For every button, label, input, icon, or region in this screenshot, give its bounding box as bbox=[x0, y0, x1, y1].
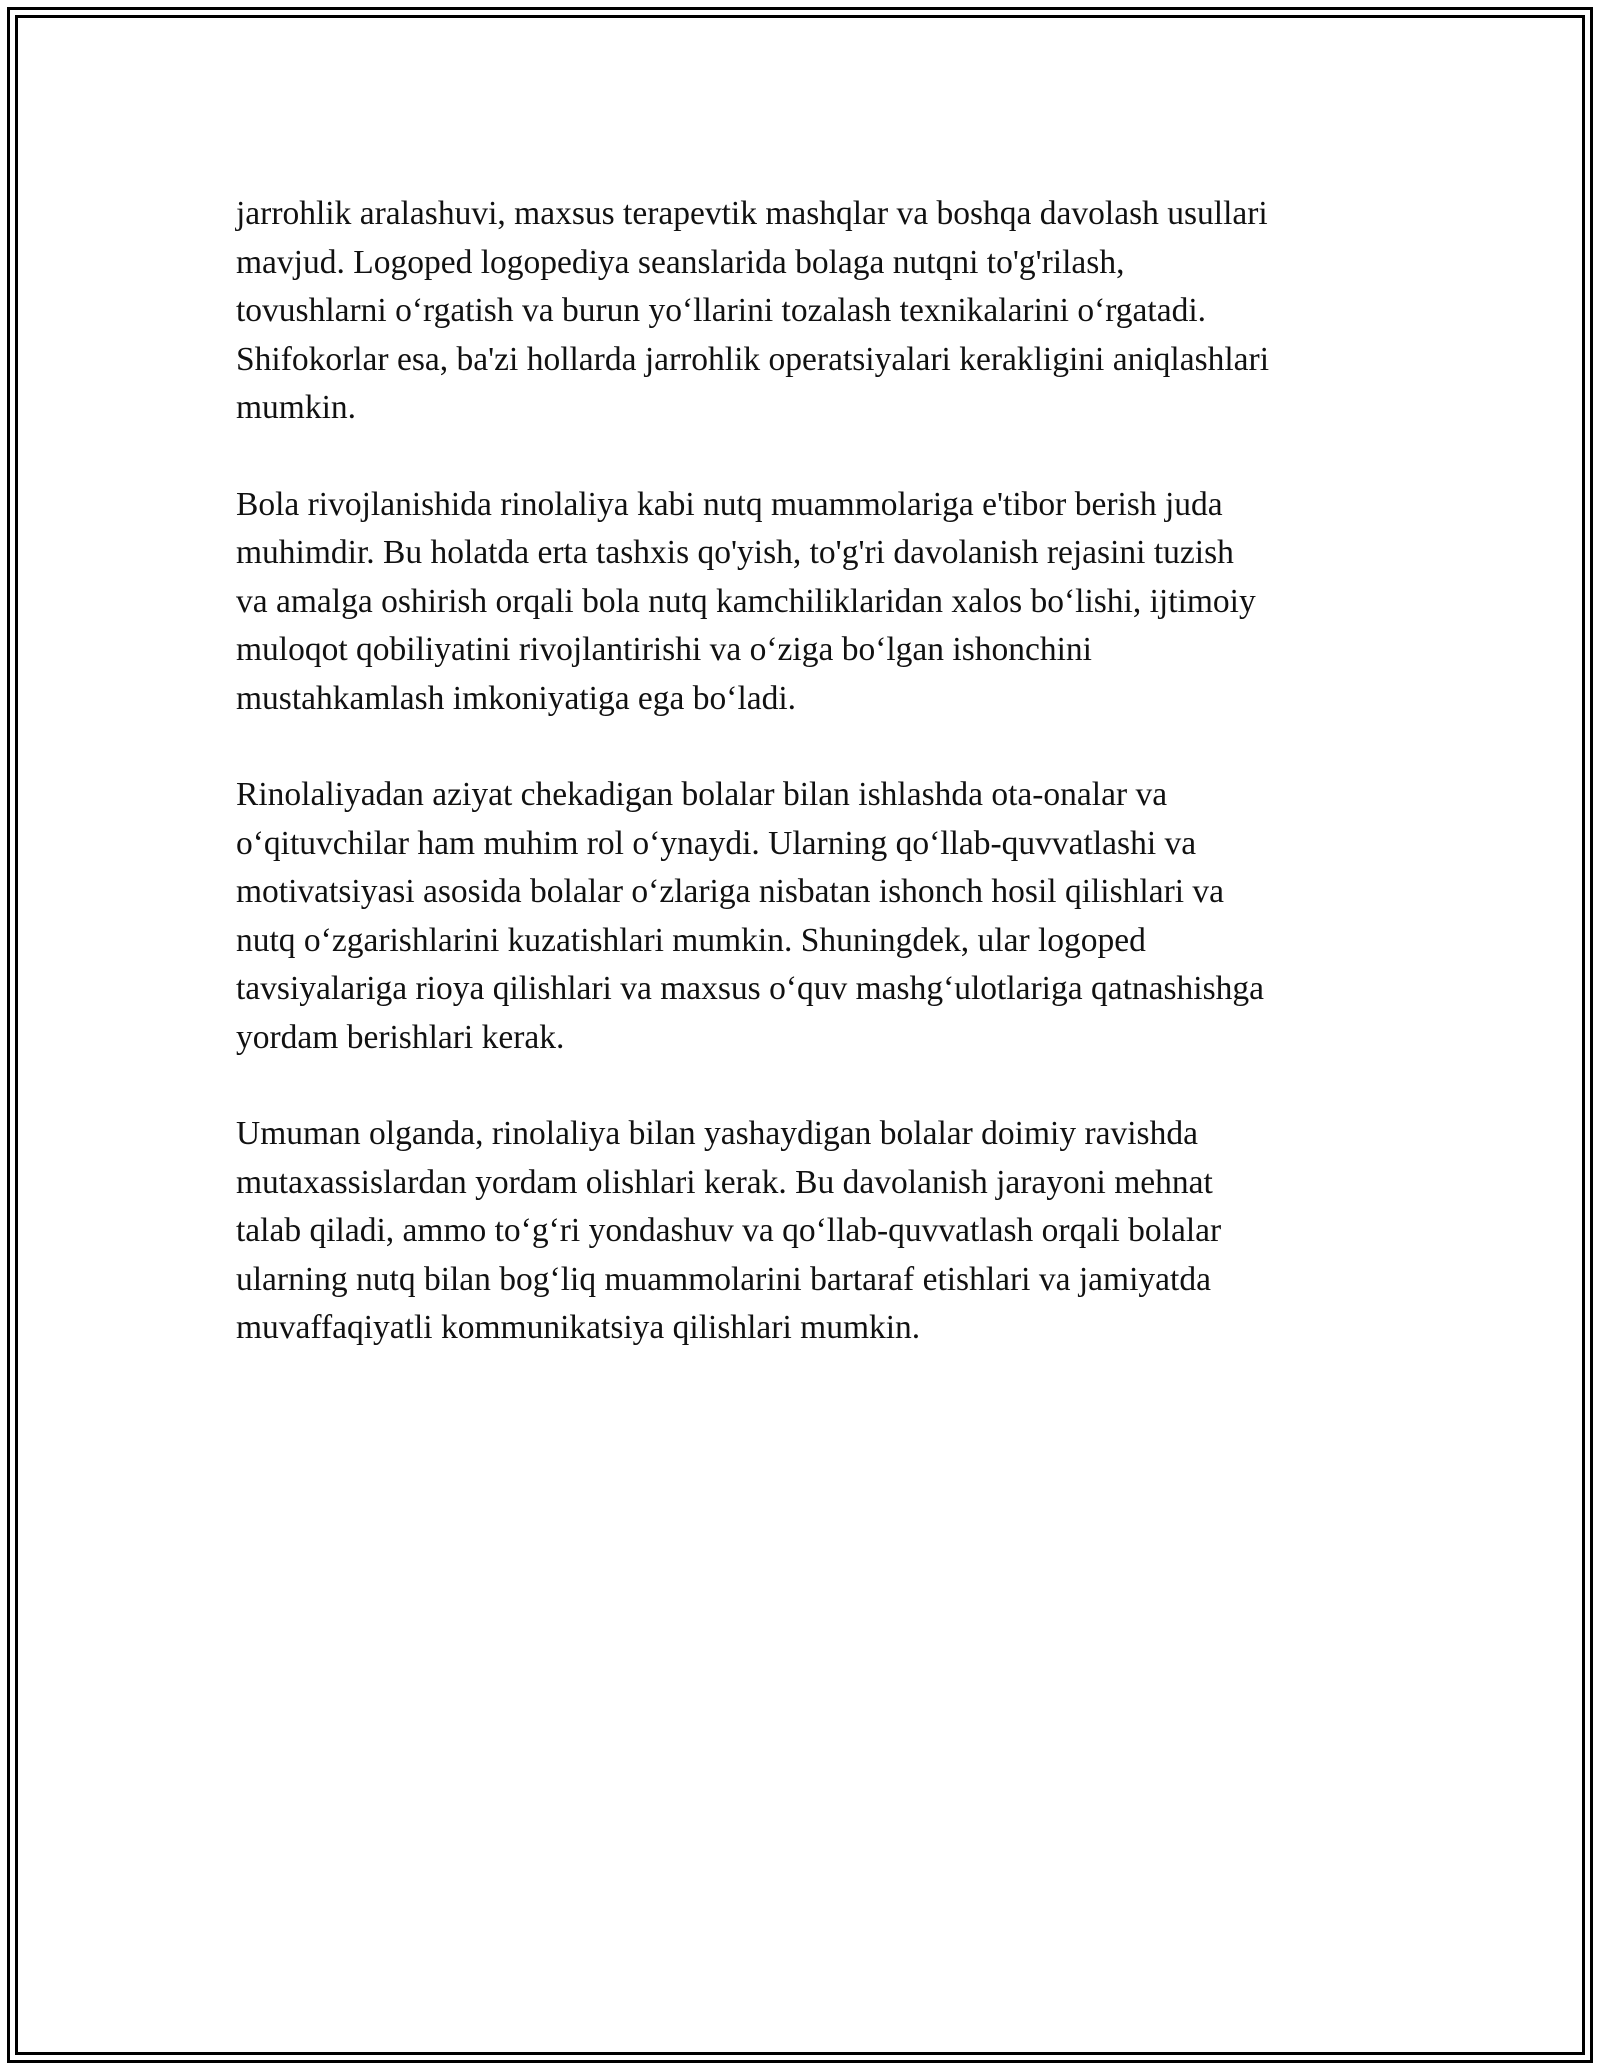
text-line: nutq o‘zgarishlarini kuzatishlari mumkin. Shuningdek, ular logoped bbox=[236, 921, 1146, 959]
text-line: jarrohlik aralashuvi, maxsus terapevtik mashqlar va boshqa davolash usullari bbox=[236, 195, 1268, 232]
text-line: talab qiladi, ammo to‘g‘ri yondashuv va qo‘llab-quvvatlash orqali bolalar bbox=[236, 1212, 1222, 1249]
text-line: Rinolaliyadan aziyat chekadigan bolalar bilan ishlashda ota-onalar va bbox=[236, 776, 1168, 813]
paragraph-1 bbox=[236, 190, 1376, 433]
text-line: mavjud. Logoped logopediya seanslarida bolaga nutqni to'g'rilash, bbox=[236, 243, 1125, 281]
text-line: o‘qituvchilar ham muhim rol o‘ynaydi. Ularning qo‘llab-quvvatlashi va bbox=[236, 824, 1197, 862]
text-line: mustahkamlash imkoniyatiga ega bo‘ladi. bbox=[236, 679, 797, 717]
text-line: mumkin. bbox=[236, 389, 357, 426]
paragraph-4 bbox=[236, 1110, 1376, 1353]
paragraph-2 bbox=[236, 481, 1376, 724]
document-body bbox=[236, 190, 1376, 1401]
text-line: Shifokorlar esa, ba'zi hollarda jarrohlik operatsiyalari kerakligini aniqlashlari bbox=[236, 340, 1270, 378]
text-line: yordam berishlari kerak. bbox=[236, 1018, 565, 1056]
text-line: tavsiyalariga rioya qilishlari va maxsus o‘quv mashg‘ulotlariga qatnashishga bbox=[236, 970, 1265, 1007]
text-line: va amalga oshirish orqali bola nutq kamchiliklaridan xalos bo‘lishi, ijtimoiy bbox=[236, 582, 1256, 620]
text-line: tovushlarni o‘rgatish va burun yo‘llarini tozalash texnikalarini o‘rgatadi. bbox=[236, 292, 1207, 329]
paragraph-3 bbox=[236, 771, 1376, 1062]
text-line: Bola rivojlanishida rinolaliya kabi nutq muammolariga e'tibor berish juda bbox=[236, 485, 1223, 523]
text-line: Umuman olganda, rinolaliya bilan yashaydigan bolalar doimiy ravishda bbox=[236, 1115, 1198, 1152]
text-line: muloqot qobiliyatini rivojlantirishi va o‘ziga bo‘lgan ishonchini bbox=[236, 631, 1092, 668]
text-line: muhimdir. Bu holatda erta tashxis qo'yish, to'g'ri davolanish rejasini tuzish bbox=[236, 534, 1234, 571]
text-line: mutaxassislardan yordam olishlari kerak. Bu davolanish jarayoni mehnat bbox=[236, 1163, 1213, 1201]
text-line: motivatsiyasi asosida bolalar o‘zlariga nisbatan ishonch hosil qilishlari va bbox=[236, 873, 1225, 910]
text-line: muvaffaqiyatli kommunikatsiya qilishlari mumkin. bbox=[236, 1309, 921, 1346]
text-line: ularning nutq bilan bog‘liq muammolarini bartaraf etishlari va jamiyatda bbox=[236, 1260, 1211, 1298]
